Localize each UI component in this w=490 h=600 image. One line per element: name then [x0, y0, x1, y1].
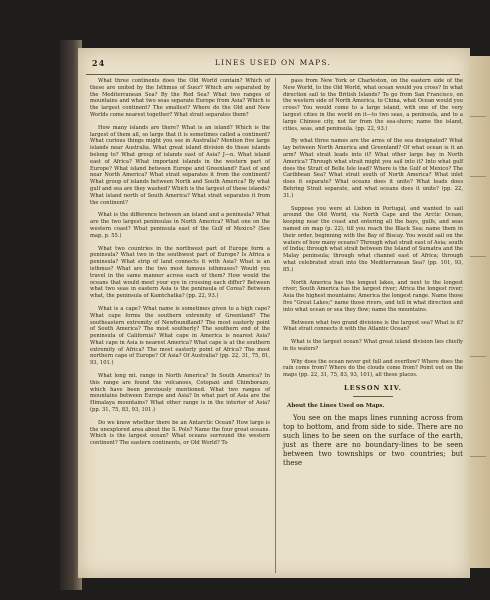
page-number: 24	[92, 58, 106, 68]
paragraph: Suppose you were at Lisbon in Portugal, and wanted to sail around the Old World, via North Cape and the Arctic Ocean, keeping near the coast and entering all the bays, gulfs, and seas named on map (p. 22), till you reach the Black Sea; name them in their order, beginning with the Bay of Biscay. You would sail on the waters of how many oceans? Through what strait east of Asia; south of India; through what strait between the Island of Sumatra and the Malay peninsula; through what channel east of Africa; through what celebrated strait into the Mediterranean Sea? (pp. 101, 93, 85.)	[283, 205, 464, 273]
paragraph: What is the difference between an island and a peninsula? What are the two largest peninsulas in North America? What one on the western coast? What peninsula east of the Gulf of Mexico? (See map, p. 55.)	[90, 212, 270, 239]
paragraph: Do we know whether there be an Antarctic Ocean? How large is the unexplored area about the S. Pole? Name the four great oceans. Which is the largest ocean? What oceans surround the western continent? The eastern continents, or Old World? To	[90, 419, 270, 447]
paragraph: North America has the longest lakes, and next to the longest river; South America has the largest river; Africa the longest river; Asia the highest mountains; America the longest range. Name those five "Great Lakes;" name those rivers, and tell in what direction and into what ocean or sea they flow; name the mountains.	[283, 279, 463, 313]
lesson-subhead: About the Lines Used on Maps.	[287, 402, 385, 409]
book-page	[78, 48, 470, 578]
page-header	[86, 58, 460, 72]
paragraph: What three continents does the Old World contain? Which of these are united by the Isthmus of Suez? Which are separated by the Mediterranean Sea? By the Red Sea? What two ranges of mountains and what two seas separate Europe from Asia? Which is the largest continent? The smallest? Where do the Old and New Worlds come nearest together? What strait separates them?	[90, 78, 270, 118]
paragraph: What two countries in the northwest part of Europe form a peninsula? What two in the southwest part of Europe? Is Africa a peninsula? What strip of land connects it with Asia? What is an isthmus? What are the two most famous isthmuses? Would you travel in the same manner across each of them? How would the oceans that would meet your eye in crossing each differ? Between what two seas in eastern Asia is the peninsula of Corea? Between what, the peninsula of Kamtchatka? (pp. 22, 93.)	[90, 245, 270, 300]
paragraph: How many islands are there? What is an island? Which is the largest of them all, so large that it is sometimes called a continent? What curious things might you see in Australia? Mention five large islands near Australia. What great island division do these islands belong to? What group of islands east of Asia? J—n. What island east of Africa? What important islands in the western part of Europe? What island between Europe and Greenland? East of and near North America? What strait separates it from the continent? What group of islands between North and South America? By what gulf and sea are they washed? Which is the largest of these islands? What island north of South America? What strait separates it from the continent?	[90, 124, 270, 206]
column-divider	[275, 78, 276, 573]
paragraph: What long mt. range in North America? In South America? In this range are found the volcanoes, Cotopaxi and Chimborazo, which have been previously mentioned. What two ranges of mountains between Europe and Asia? In what part of Asia are the Himalaya mountains? What other range is in the interior of Asia? (pp. 31, 75, 83, 93, 101.)	[90, 373, 270, 414]
paragraph: What is a cape? What name is sometimes given to a high cape? What cape forms the southern extremity of Greenland? The southeastern extremity of Newfoundland? The most easterly point of South America? The most southerly? The southern end of the peninsula of California? What cape in America is nearest Asia? What cape in Asia is nearest America? What cape is at the southern extremity of Africa? The most easterly point of Africa? The most northern cape of Europe? Of Asia? Of Australia? (pp. 22, 31, 75, 81, 93, 101.)	[90, 305, 270, 367]
right-column	[283, 78, 463, 474]
left-column	[90, 78, 270, 453]
paragraph: Between what two grand divisions is the largest sea? What is it? What strait connects it with the Atlantic Ocean?	[283, 319, 463, 333]
paragraph: By what three names are the arms of the sea designated? What lay between North America and Greenland? Of what ocean is it an arm? What strait leads into it? What other large bay in North America? Through what strait might you sail into it? Into what gulf does the Strait of Belle Isle lead? Where is the Gulf of Mexico? The Caribbean Sea? What strait south of North America? What inlet does it separate? What oceans does it unite? What leads does Behring Strait separate, and what oceans does it unite? (pp. 22, 31.)	[283, 138, 463, 199]
lesson-body	[283, 414, 463, 468]
lesson-rule	[353, 396, 393, 397]
paragraph: pass from New York or Charleston, on the eastern side of the New World, to the Old World, what ocean would you cross? In what direction sail to the British Islands? To go from San Francisco, on the western side of North America, to China, what Ocean would you cross? You would come to a large island, with one of the very largest cities in the world on it—to two seas, a peninsula, and to a large Chinese city, not far from the sea-shore; name the island, cities, seas, and peninsula. (pp. 22, 93.)	[283, 78, 463, 132]
paragraph: You see on the maps lines running across from top to bottom, and from side to side. There are no such lines to be seen on the surface of the earth, just as there are no boundary-lines to be seen between two townships or two countries; but these	[283, 413, 463, 467]
header-rule	[86, 74, 460, 75]
paragraph: What is the largest ocean? What great island division lies chiefly in its waters?	[283, 339, 463, 352]
lesson-heading: LESSON XIV.	[344, 384, 402, 393]
running-title: LINES USED ON MAPS.	[214, 58, 332, 67]
paragraph: Why does the ocean never get full and overflow? Where does the rain come from? Where do the clouds come from? Point out on the maps (pp. 22, 31, 75, 83, 93, 101), all these places.	[283, 358, 463, 379]
